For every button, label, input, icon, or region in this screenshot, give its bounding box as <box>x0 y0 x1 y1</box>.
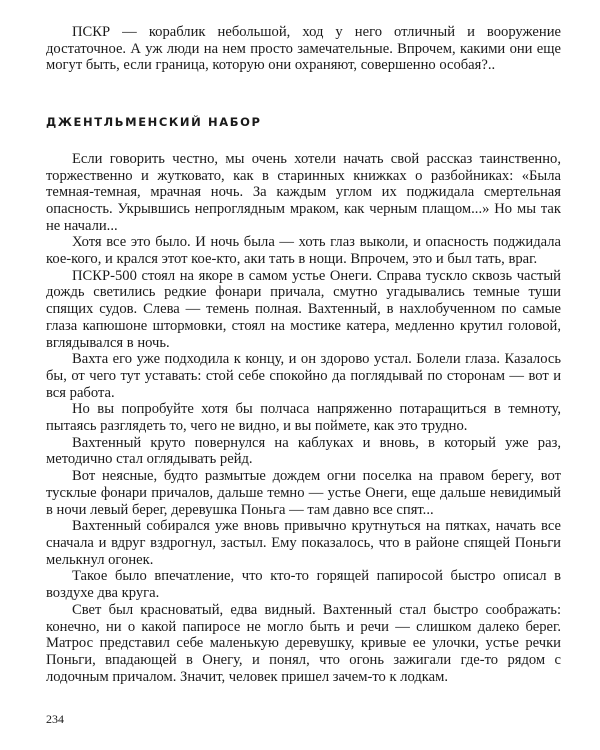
paragraph: Но вы попробуйте хотя бы полчаса напряженно потаращиться в темноту, пытаясь разглядеть то, чего не видно, и вы поймете, как это трудно. <box>46 401 561 435</box>
paragraph: Вахта его уже подходила к концу, и он здорово устал. Болели глаза. Казалось бы, от чего тут уставать: стой себе спокойно да поглядывай по сторонам — вот и вся работа. <box>46 351 561 401</box>
paragraph: Вот неясные, будто размытые дождем огни поселка на правом берегу, вот тусклые фонари причалов, дальше темно — устье Онеги, еще дальше невидимый в ночи левый берег, деревушка Поньга — там давно все спят... <box>46 468 561 518</box>
paragraph: Хотя все это было. И ночь была — хоть глаз выколи, и опасность поджидала кое-кого, и крался этот кое-кто, аки тать в нощи. Впрочем, это и был тать, враг. <box>46 234 561 268</box>
paragraph: Свет был красноватый, едва видный. Вахтенный стал быстро соображать: конечно, ни о какой папиросе не могло быть и речи — слишком далеко берег. Матрос представил себе маленькую деревушку, кривые ее улочки, устье речки Поньги, впадающей в Онегу, и понял, что огонь зажигали где-то рядом с лодочным причалом. Значит, человек пришел зачем-то к лодкам. <box>46 601 561 685</box>
paragraph: Вахтенный собирался уже вновь привычно крутнуться на пятках, начать все сначала и вдруг вздрогнул, застыл. Ему показалось, что в районе спящей Поньги мелькнул огонек. <box>46 518 561 568</box>
section-body <box>46 151 561 686</box>
paragraph: ПСКР-500 стоял на якоре в самом устье Онеги. Справа тускло сквозь частый дождь светились редкие фонари причала, смутно угадывались темные туши спящих судов. Слева — темень полная. Вахтенный, в нахлобученном по самые глаза капюшоне штормовки, стоял на мостике катера, медленно крутил головой, вглядывался в ночь. <box>46 267 561 351</box>
page-number: 234 <box>46 712 64 726</box>
book-page <box>46 24 561 685</box>
paragraph: Вахтенный круто повернулся на каблуках и вновь, в который уже раз, методично стал оглядывать рейд. <box>46 434 561 468</box>
intro-paragraph: ПСКР — кораблик небольшой, ход у него отличный и вооружение достаточное. А уж люди на нем просто замечательные. Впрочем, какими они еще могут быть, если граница, которую они охраняют, совершенно особая?.. <box>46 24 561 74</box>
paragraph: Такое было впечатление, что кто-то горящей папиросой быстро описал в воздухе два круга. <box>46 568 561 602</box>
section-heading: ДЖЕНТЛЬМЕНСКИЙ НАБОР <box>46 115 262 130</box>
paragraph: Если говорить честно, мы очень хотели начать свой рассказ таинственно, торжественно и жутковато, как в старинных книжках о разбойниках: «Была темная-темная, мрачная ночь. За каждым углом их поджидала смертельная опасность. Укрывшись непроглядным мраком, как черным плащом...» Но мы так не начали... <box>46 150 561 234</box>
